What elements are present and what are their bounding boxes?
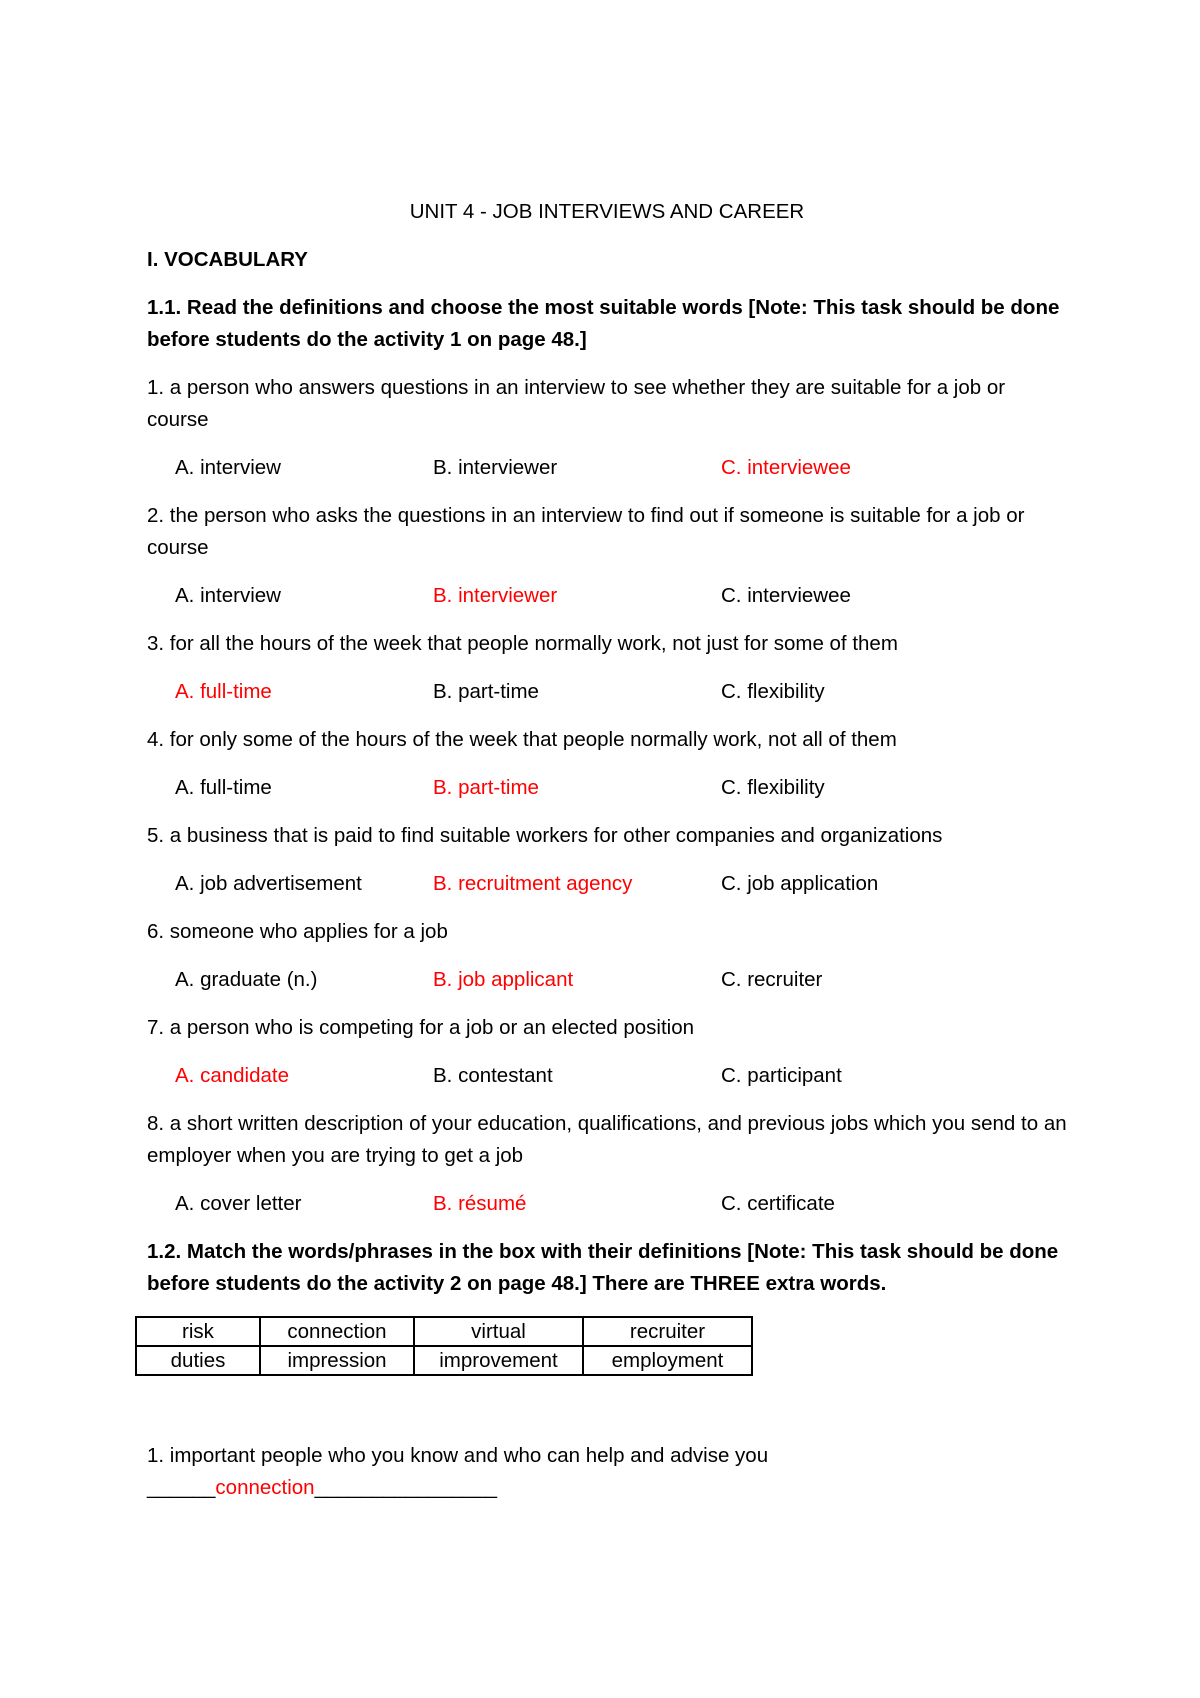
correct-answer-option: B. part-time <box>433 776 539 799</box>
answer-options <box>147 964 1067 996</box>
answer-option: A. job advertisement <box>175 872 362 895</box>
word-box-cell: recruiter <box>583 1317 752 1346</box>
blank-underscore-after: ________________ <box>314 1476 498 1499</box>
answer-blank-line <box>147 1472 1067 1504</box>
answer-option: A. interview <box>175 584 281 607</box>
answer-options <box>147 868 1067 900</box>
question-text: 2. the person who asks the questions in an interview to find out if someone is suitable for a job or course <box>147 504 1025 559</box>
correct-answer-option: A. candidate <box>175 1064 289 1087</box>
answer-option: B. contestant <box>433 1064 553 1087</box>
question-text: 8. a short written description of your education, qualifications, and previous jobs which you send to an employer when you are trying to get a job <box>147 1112 1067 1167</box>
answer-options <box>147 1060 1067 1092</box>
word-box-row <box>136 1317 752 1346</box>
correct-answer-option: A. full-time <box>175 680 272 703</box>
match-item <box>147 1440 1067 1504</box>
correct-answer-option: B. interviewer <box>433 584 558 607</box>
word-box-row <box>136 1346 752 1375</box>
answer-option: A. cover letter <box>175 1192 302 1215</box>
word-box-cell: connection <box>260 1317 414 1346</box>
word-box-cell: virtual <box>414 1317 583 1346</box>
answer-options <box>147 452 1067 484</box>
word-box-cell: improvement <box>414 1346 583 1375</box>
answer-option: B. part-time <box>433 680 539 703</box>
answer-option: C. flexibility <box>721 680 825 703</box>
question-text: 6. someone who applies for a job <box>147 920 448 943</box>
page-title: UNIT 4 - JOB INTERVIEWS AND CAREER <box>409 200 805 223</box>
question-text: 3. for all the hours of the week that people normally work, not just for some of them <box>147 632 898 655</box>
answer-option: C. job application <box>721 872 879 895</box>
correct-answer-option: B. recruitment agency <box>433 872 633 895</box>
correct-answer-option: C. interviewee <box>721 456 851 479</box>
answer-options <box>147 1188 1067 1220</box>
word-box-cell: impression <box>260 1346 414 1375</box>
question-text: 7. a person who is competing for a job or an elected position <box>147 1016 694 1039</box>
question-text: 4. for only some of the hours of the week that people normally work, not all of them <box>147 728 897 751</box>
match-item-definition: 1. important people who you know and who can help and advise you <box>147 1444 769 1467</box>
answer-option: A. full-time <box>175 776 272 799</box>
task-heading-1-1: 1.1. Read the definitions and choose the most suitable words [Note: This task should be done before students do the activity 1 on page 48.] <box>147 296 1060 351</box>
question-text: 1. a person who answers questions in an interview to see whether they are suitable for a job or course <box>147 376 1006 431</box>
answer-option: C. flexibility <box>721 776 825 799</box>
answer-options <box>147 772 1067 804</box>
answer-option: C. participant <box>721 1064 842 1087</box>
question-text: 5. a business that is paid to find suitable workers for other companies and organizations <box>147 824 943 847</box>
correct-answer-option: B. job applicant <box>433 968 574 991</box>
answer-options <box>147 580 1067 612</box>
answer-option: C. interviewee <box>721 584 851 607</box>
match-item-list <box>147 1440 1067 1504</box>
word-box-cell: risk <box>136 1317 260 1346</box>
filled-answer: connection <box>215 1476 315 1499</box>
answer-option: A. graduate (n.) <box>175 968 318 991</box>
answer-option: C. recruiter <box>721 968 823 991</box>
blank-underscore-before: ______ <box>147 1476 216 1499</box>
worksheet-page <box>147 196 1067 1504</box>
question-list <box>147 372 1067 1220</box>
task-heading-1-2: 1.2. Match the words/phrases in the box with their definitions [Note: This task should be done before students do the activity 2 on page 48.] There are THREE extra words. <box>147 1240 1059 1295</box>
section-heading: I. VOCABULARY <box>147 248 308 271</box>
answer-option: B. interviewer <box>433 456 558 479</box>
word-box-cell: employment <box>583 1346 752 1375</box>
answer-option: C. certificate <box>721 1192 835 1215</box>
word-box-cell: duties <box>136 1346 260 1375</box>
word-box-table <box>135 1316 753 1376</box>
answer-option: A. interview <box>175 456 281 479</box>
answer-options <box>147 676 1067 708</box>
correct-answer-option: B. résumé <box>433 1192 527 1215</box>
